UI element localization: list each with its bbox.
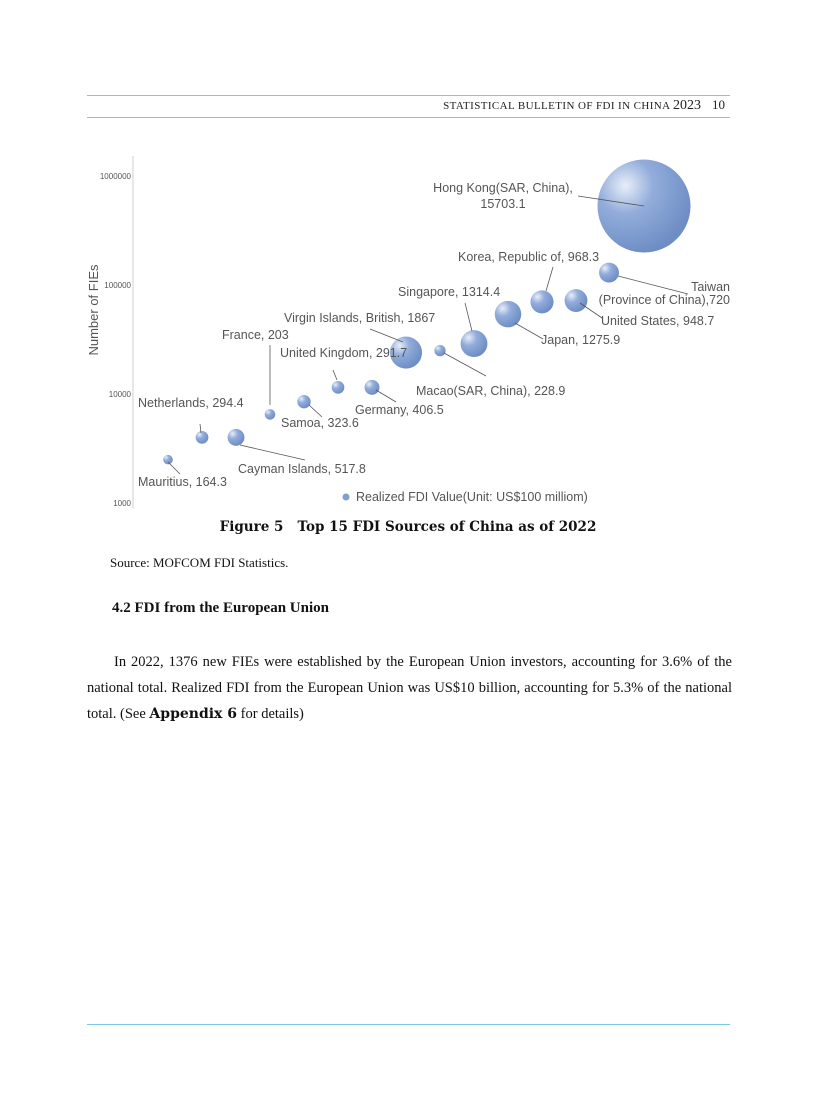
- bubble-label-5: United Kingdom, 291.7: [280, 346, 408, 360]
- paragraph-text-2: for details): [237, 706, 304, 722]
- y-tick-labels: [100, 172, 132, 508]
- bubble-12: [565, 289, 588, 312]
- bubble-label-10: Japan, 1275.9: [541, 333, 621, 347]
- page-number: 10: [712, 97, 725, 112]
- y-tick-label-2: 100000: [104, 281, 131, 290]
- bubble-2: [228, 429, 245, 446]
- paragraph-text-1: In 2022, 1376 new FIEs were established by the European Union investors, accounting for 3.6% of the national total. Realized FDI from the European Union was US$10 billion, accounting for 5.3% of the national total. (See: [87, 654, 732, 722]
- bubble-label-9: Singapore, 1314.4: [398, 285, 501, 299]
- footer-rule: [87, 1024, 730, 1025]
- bubble-label-13-line-1: (Province of China),720: [598, 293, 730, 307]
- body-paragraph: [87, 649, 732, 727]
- bubble-13: [599, 263, 619, 283]
- bubble-label-11: Korea, Republic of, 968.3: [458, 250, 600, 264]
- bubble-label-14-line-0: Hong Kong(SAR, China),: [433, 181, 573, 195]
- running-header-year: 2023: [673, 98, 701, 113]
- bubble-3: [265, 409, 276, 420]
- leader-line-7: [370, 329, 403, 342]
- bubble-label-3: France, 203: [222, 328, 289, 342]
- leader-line-5: [333, 370, 337, 380]
- leader-line-9: [465, 303, 472, 331]
- bubble-label-13-line-0: Taiwan: [691, 280, 730, 294]
- bubble-label-1: Netherlands, 294.4: [138, 396, 244, 410]
- y-tick-label-0: 1000: [113, 499, 131, 508]
- bubble-label-2: Cayman Islands, 517.8: [238, 462, 366, 476]
- legend-label: Realized FDI Value(Unit: US$100 milliom): [356, 490, 588, 504]
- bubble-label-7: Virgin Islands, British, 1867: [284, 311, 436, 325]
- bubble-14: [598, 160, 691, 253]
- bubble-label-4: Samoa, 323.6: [281, 416, 359, 430]
- bubble-4: [297, 395, 310, 408]
- figure-source: Source: MOFCOM FDI Statistics.: [110, 555, 289, 570]
- section-title: 4.2 FDI from the European Union: [112, 600, 329, 616]
- bubble-label-14-line-1: 15703.1: [480, 197, 526, 211]
- legend-marker: [343, 494, 350, 501]
- running-header-title: STATISTICAL BULLETIN OF FDI IN CHINA: [443, 100, 670, 112]
- bubble-label-0: Mauritius, 164.3: [138, 475, 227, 489]
- figure-caption: Figure 5 Top 15 FDI Sources of China as of 2022: [219, 519, 597, 535]
- y-axis-label: Number of FIEs: [86, 264, 101, 356]
- leader-line-13: [618, 276, 688, 294]
- leader-line-8: [444, 353, 486, 376]
- bubble-9: [461, 330, 488, 357]
- bubble-10: [495, 301, 522, 328]
- bubble-1: [196, 431, 209, 444]
- bubble-5: [332, 381, 345, 394]
- leader-line-10: [515, 323, 543, 339]
- y-tick-label-3: 1000000: [99, 172, 131, 181]
- bubble-label-6: Germany, 406.5: [355, 403, 444, 417]
- leader-line-2: [240, 445, 305, 460]
- bubble-11: [530, 290, 553, 313]
- legend: [343, 490, 588, 504]
- leader-line-11: [546, 267, 553, 291]
- bubble-0: [163, 455, 173, 465]
- bubble-label-12: United States, 948.7: [601, 314, 715, 328]
- y-tick-label-1: 10000: [108, 390, 131, 399]
- bubble-chart: [0, 0, 816, 520]
- leader-line-0: [168, 462, 180, 474]
- leader-line-6: [376, 390, 396, 402]
- appendix-reference: Appendix 6: [149, 706, 238, 722]
- bubble-label-8: Macao(SAR, China), 228.9: [416, 384, 566, 398]
- bubble-8: [434, 345, 445, 356]
- bubble-6: [365, 380, 380, 395]
